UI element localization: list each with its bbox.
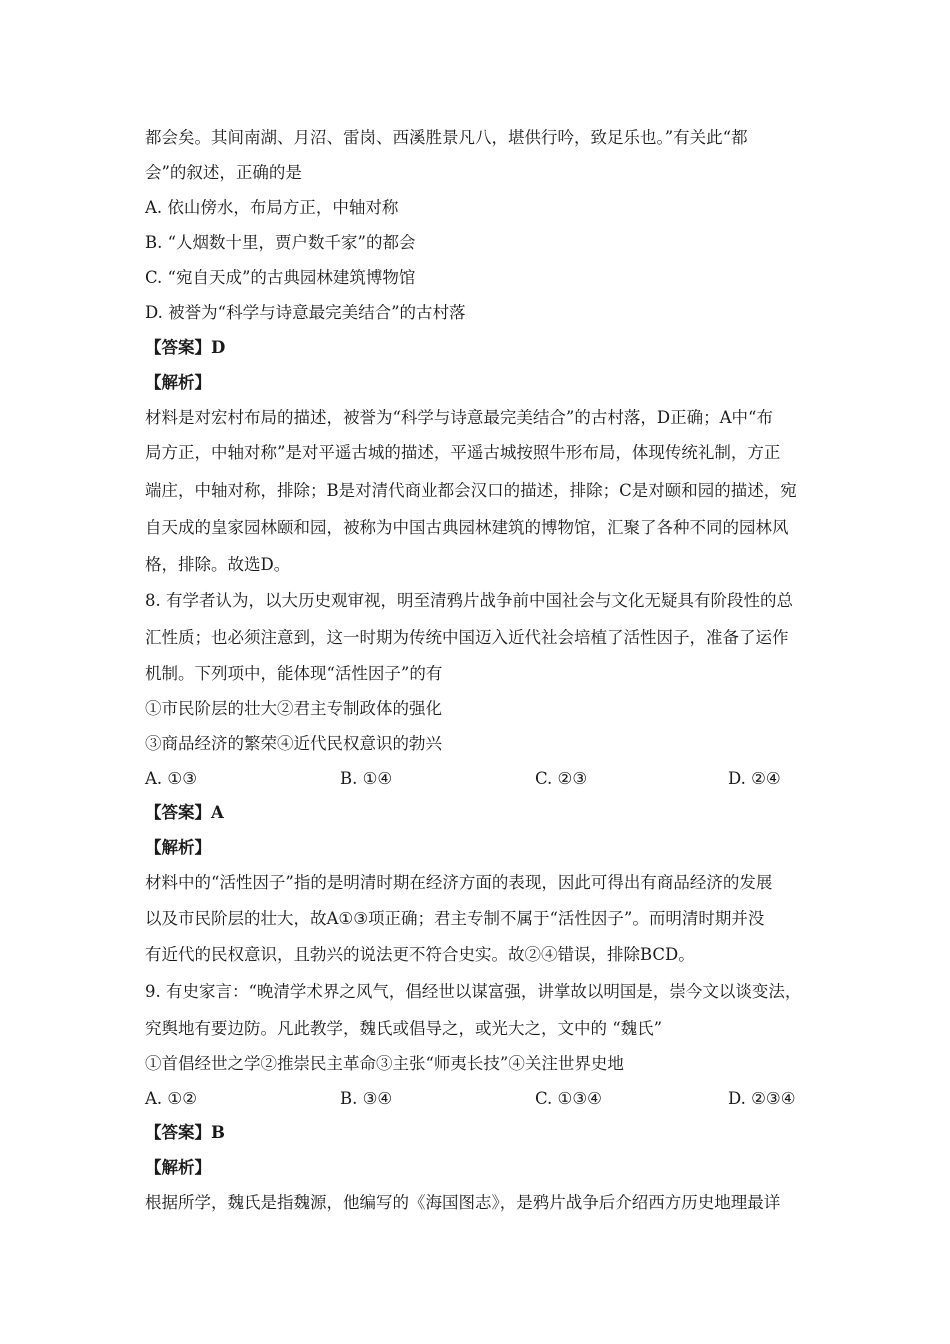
question-text: 机制。下列项中，能体现“活性因子”的有 (145, 664, 443, 683)
analysis-label: 【解析】 (145, 373, 211, 392)
answer-label: 【答案】D (145, 338, 226, 357)
option-b: B. ③④ (340, 1089, 393, 1108)
text-line: 以及市民阶层的壮大，故A①③项正确；君主专制不属于“活性因子”。而明清时期并没 (145, 909, 765, 928)
text-line: 端庄，中轴对称，排除；B是对清代商业都会汉口的描述，排除；C是对颐和园的描述，宛 (145, 481, 797, 500)
text-line: 局方正，中轴对称”是对平遥古城的描述，平遥古城按照牛形布局，体现传统礼制，方正 (145, 443, 781, 462)
text-line: 格，排除。故选D。 (145, 555, 291, 574)
option-c: C. ②③ (535, 769, 588, 788)
option-line: B. “人烟数十里，贾户数千家”的都会 (145, 233, 416, 252)
text-line: 材料是对宏村布局的描述，被誉为“科学与诗意最完美结合”的古村落，D正确；A中“布 (145, 408, 773, 427)
option-d: D. ②③④ (728, 1089, 796, 1108)
answer-label: 【答案】B (145, 1123, 225, 1142)
analysis-label: 【解析】 (145, 838, 211, 857)
statement-line: ①市民阶层的壮大②君主专制政体的强化 (145, 699, 442, 718)
option-a: A. ①② (145, 1089, 197, 1108)
option-line: D. 被誉为“科学与诗意最完美结合”的古村落 (145, 303, 466, 322)
question-text: 究舆地有要边防。凡此教学，魏氏或倡导之，或光大之，文中的 “魏氏” (145, 1019, 663, 1038)
question-text: 汇性质；也必须注意到，这一时期为传统中国迈入近代社会培植了活性因子，准备了运作 (145, 628, 789, 647)
option-line: A. 依山傍水，布局方正，中轴对称 (145, 198, 399, 217)
option-c: C. ①③④ (535, 1089, 602, 1108)
text-line: 有近代的民权意识，且勃兴的说法更不符合史实。故②④错误，排除BCD。 (145, 945, 695, 964)
question-text: 9. 有史家言：“晚清学术界之风气，倡经世以谋富强，讲掌故以明国是，崇今文以谈变法， (145, 982, 802, 1001)
statement-line: ①首倡经世之学②推崇民主革命③主张“师夷长技”④关注世界史地 (145, 1054, 624, 1073)
answer-label: 【答案】A (145, 803, 224, 822)
analysis-label: 【解析】 (145, 1158, 211, 1177)
statement-line: ③商品经济的繁荣④近代民权意识的勃兴 (145, 734, 442, 753)
text-line: 自天成的皇家园林颐和园，被称为中国古典园林建筑的博物馆，汇聚了各种不同的园林风 (145, 518, 789, 537)
text-line: 根据所学，魏氏是指魏源，他编写的《海国图志》，是鸦片战争后介绍西方历史地理最详 (145, 1193, 781, 1212)
question-text: 8. 有学者认为，以大历史观审视，明至清鸦片战争前中国社会与文化无疑具有阶段性的总 (145, 591, 793, 610)
option-line: C. “宛自天成”的古典园林建筑博物馆 (145, 268, 416, 287)
option-a: A. ①③ (145, 769, 197, 788)
option-b: B. ①④ (340, 769, 393, 788)
option-d: D. ②④ (728, 769, 781, 788)
text-line: 材料中的“活性因子”指的是明清时期在经济方面的表现，因此可得出有商品经济的发展 (145, 873, 773, 892)
text-line: 都会矣。其间南湖、月沼、雷岗、西溪胜景凡八，堪供行吟，致足乐也。”有关此“都 (145, 128, 748, 147)
text-line: 会”的叙述，正确的是 (145, 163, 302, 182)
